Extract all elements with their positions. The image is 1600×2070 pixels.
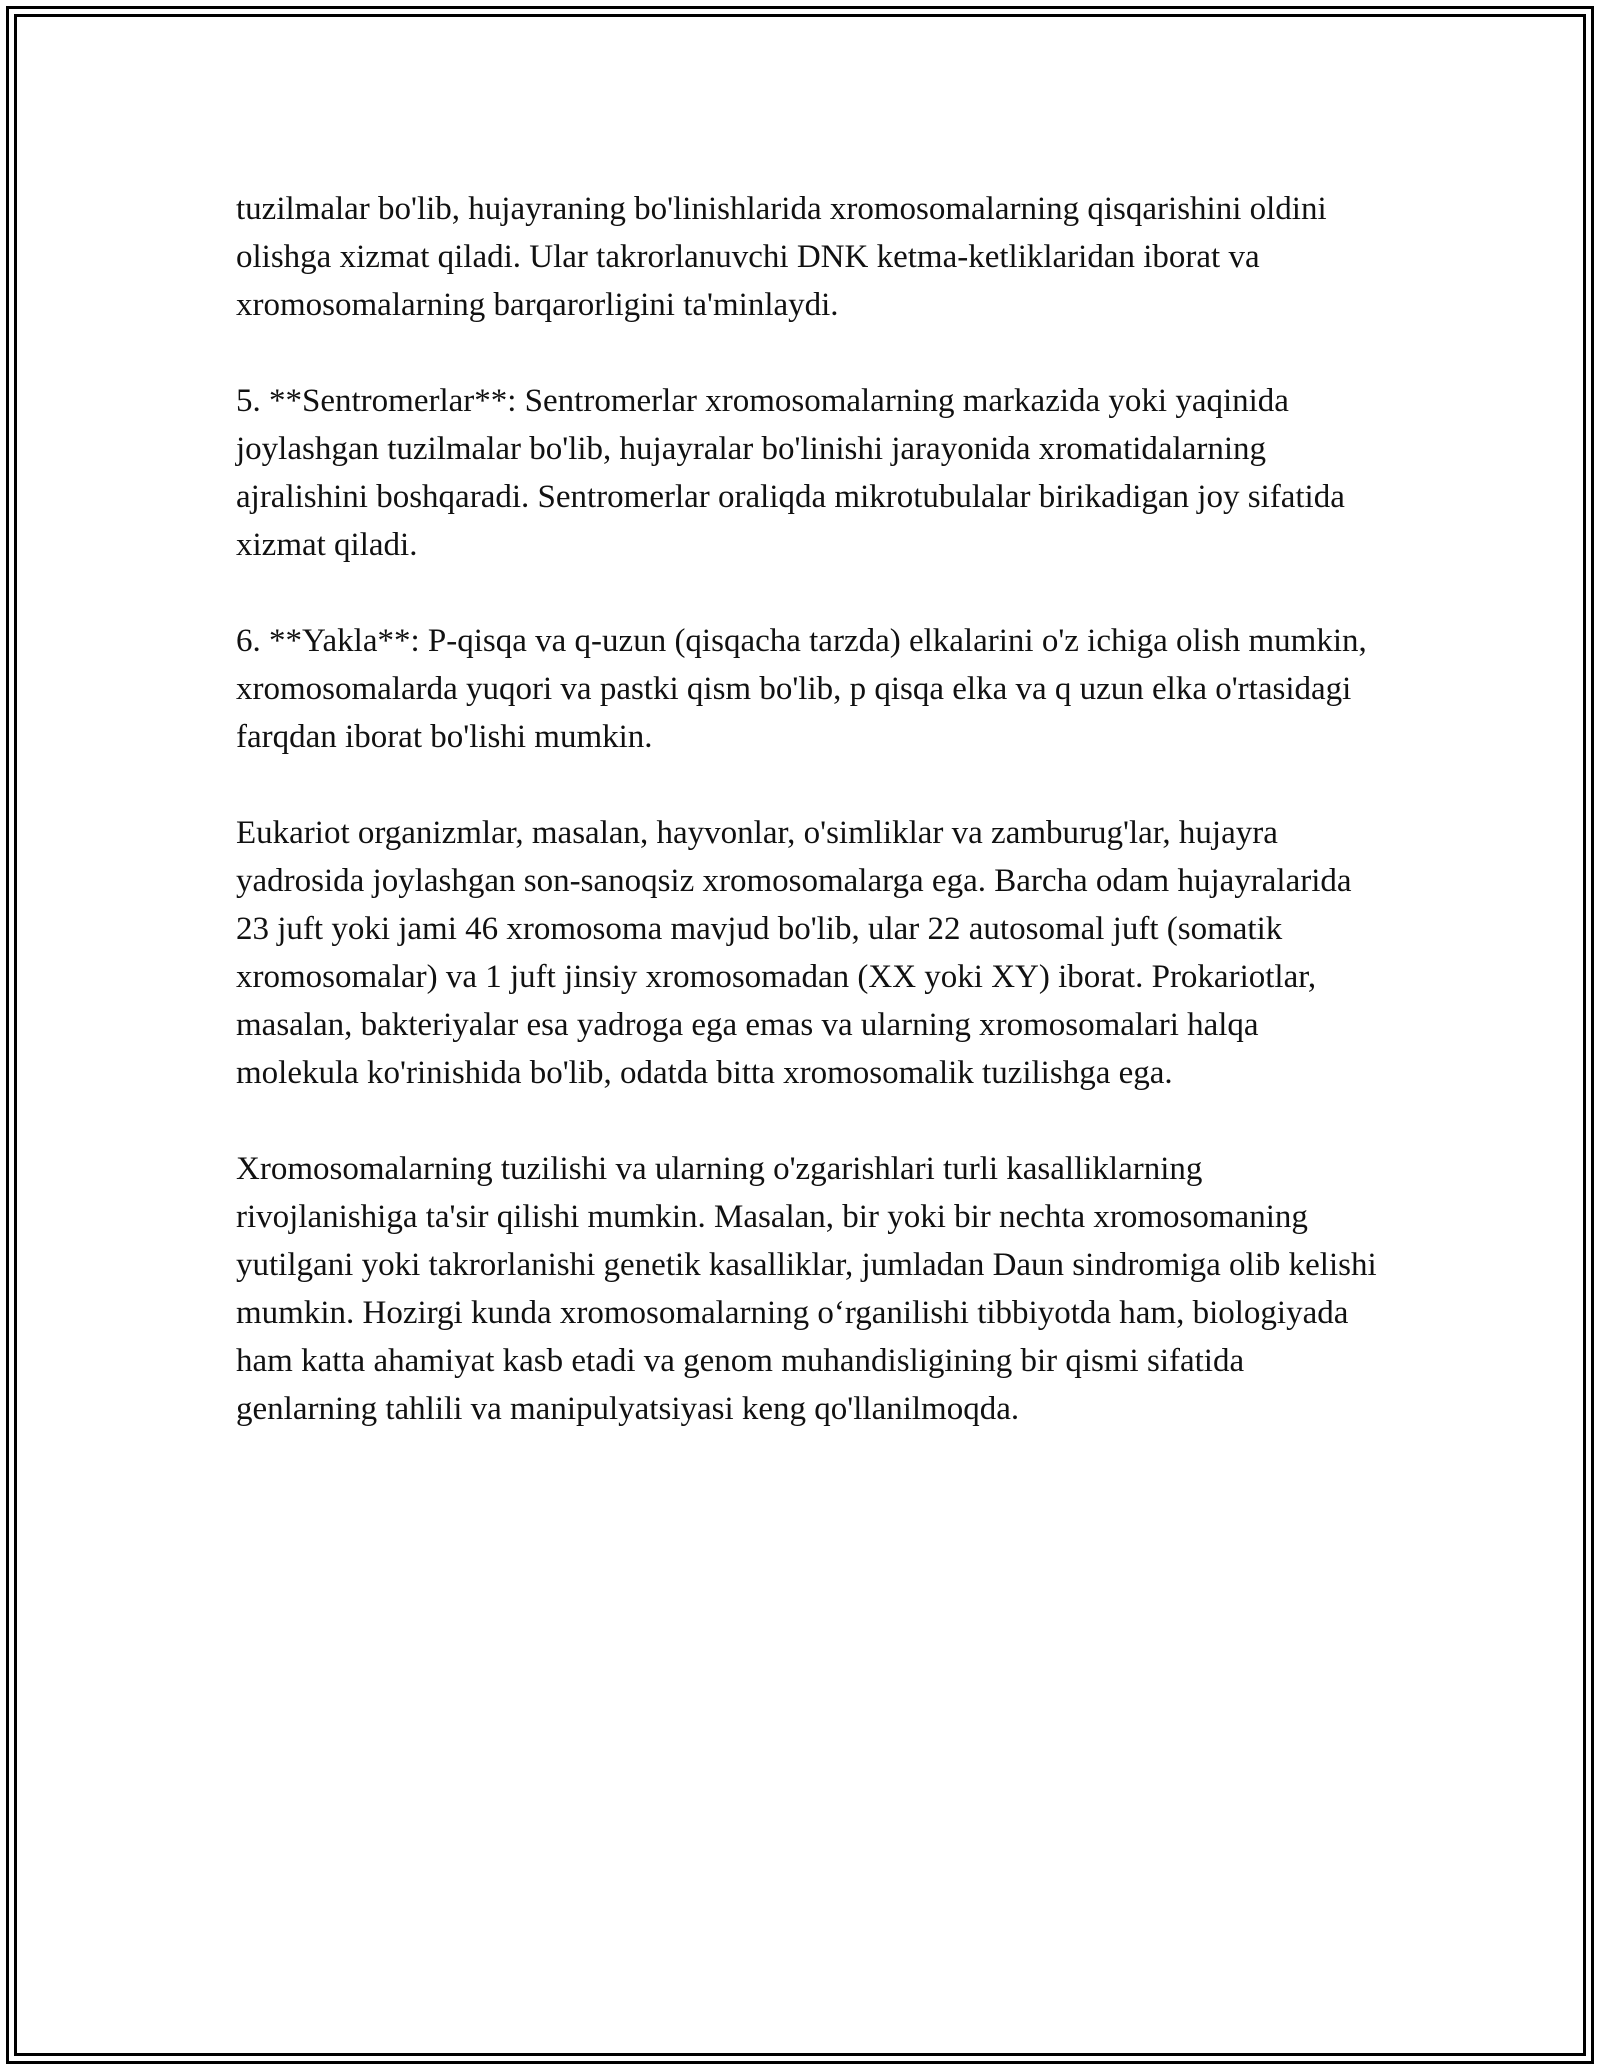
paragraph-arms: 6. **Yakla**: P-qisqa va q-uzun (qisqacha tarzda) elkalarini o'z ichiga olish mumkin, xromosomalarda yuqori va pastki qism bo'lib, p qisqa elka va q uzun elka o'rtasidagi farqdan iborat bo'lishi mumkin. xyxy=(236,623,1367,755)
document-body xyxy=(236,185,1386,1481)
paragraph-eukaryotes: Eukariot organizmlar, masalan, hayvonlar, o'simliklar va zamburug'lar, hujayra yadrosida joylashgan son-sanoqsiz xromosomalarga ega. Barcha odam hujayralarida 23 juft yoki jami 46 xromosoma mavjud bo'lib, ular 22 autosomal juft (somatik xromosomalar) va 1 juft jinsiy xromosomadan (XX yoki XY) iborat. Prokariotlar, masalan, bakteriyalar esa yadroga ega emas va ularning xromosomalari halqa molekula ko'rinishida bo'lib, odatda bitta xromosomalik tuzilishga ega. xyxy=(236,815,1352,1091)
paragraph-diseases: Xromosomalarning tuzilishi va ularning o'zgarishlari turli kasalliklarning rivojlanishiga ta'sir qilishi mumkin. Masalan, bir yoki bir nechta xromosomaning yutilgani yoki takrorlanishi genetik kasalliklar, jumladan Daun sindromiga olib kelishi mumkin. Hozirgi kunda xromosomalarning o‘rganilishi tibbiyotda ham, biologiyada ham katta ahamiyat kasb etadi va genom muhandisligining bir qismi sifatida genlarning tahlili va manipulyatsiyasi keng qo'llanilmoqda. xyxy=(236,1151,1377,1427)
paragraph-telomeres-continued: tuzilmalar bo'lib, hujayraning bo'linishlarida xromosomalarning qisqarishini oldini olishga xizmat qiladi. Ular takrorlanuvchi DNK ketma-ketliklaridan iborat va xromosomalarning barqarorligini ta'minlaydi. xyxy=(236,191,1327,323)
paragraph-centromeres: 5. **Sentromerlar**: Sentromerlar xromosomalarning markazida yoki yaqinida joylashgan tuzilmalar bo'lib, hujayralar bo'linishi jarayonida xromatidalarning ajralishini boshqaradi. Sentromerlar oraliqda mikrotubulalar birikadigan joy sifatida xizmat qiladi. xyxy=(236,383,1345,563)
